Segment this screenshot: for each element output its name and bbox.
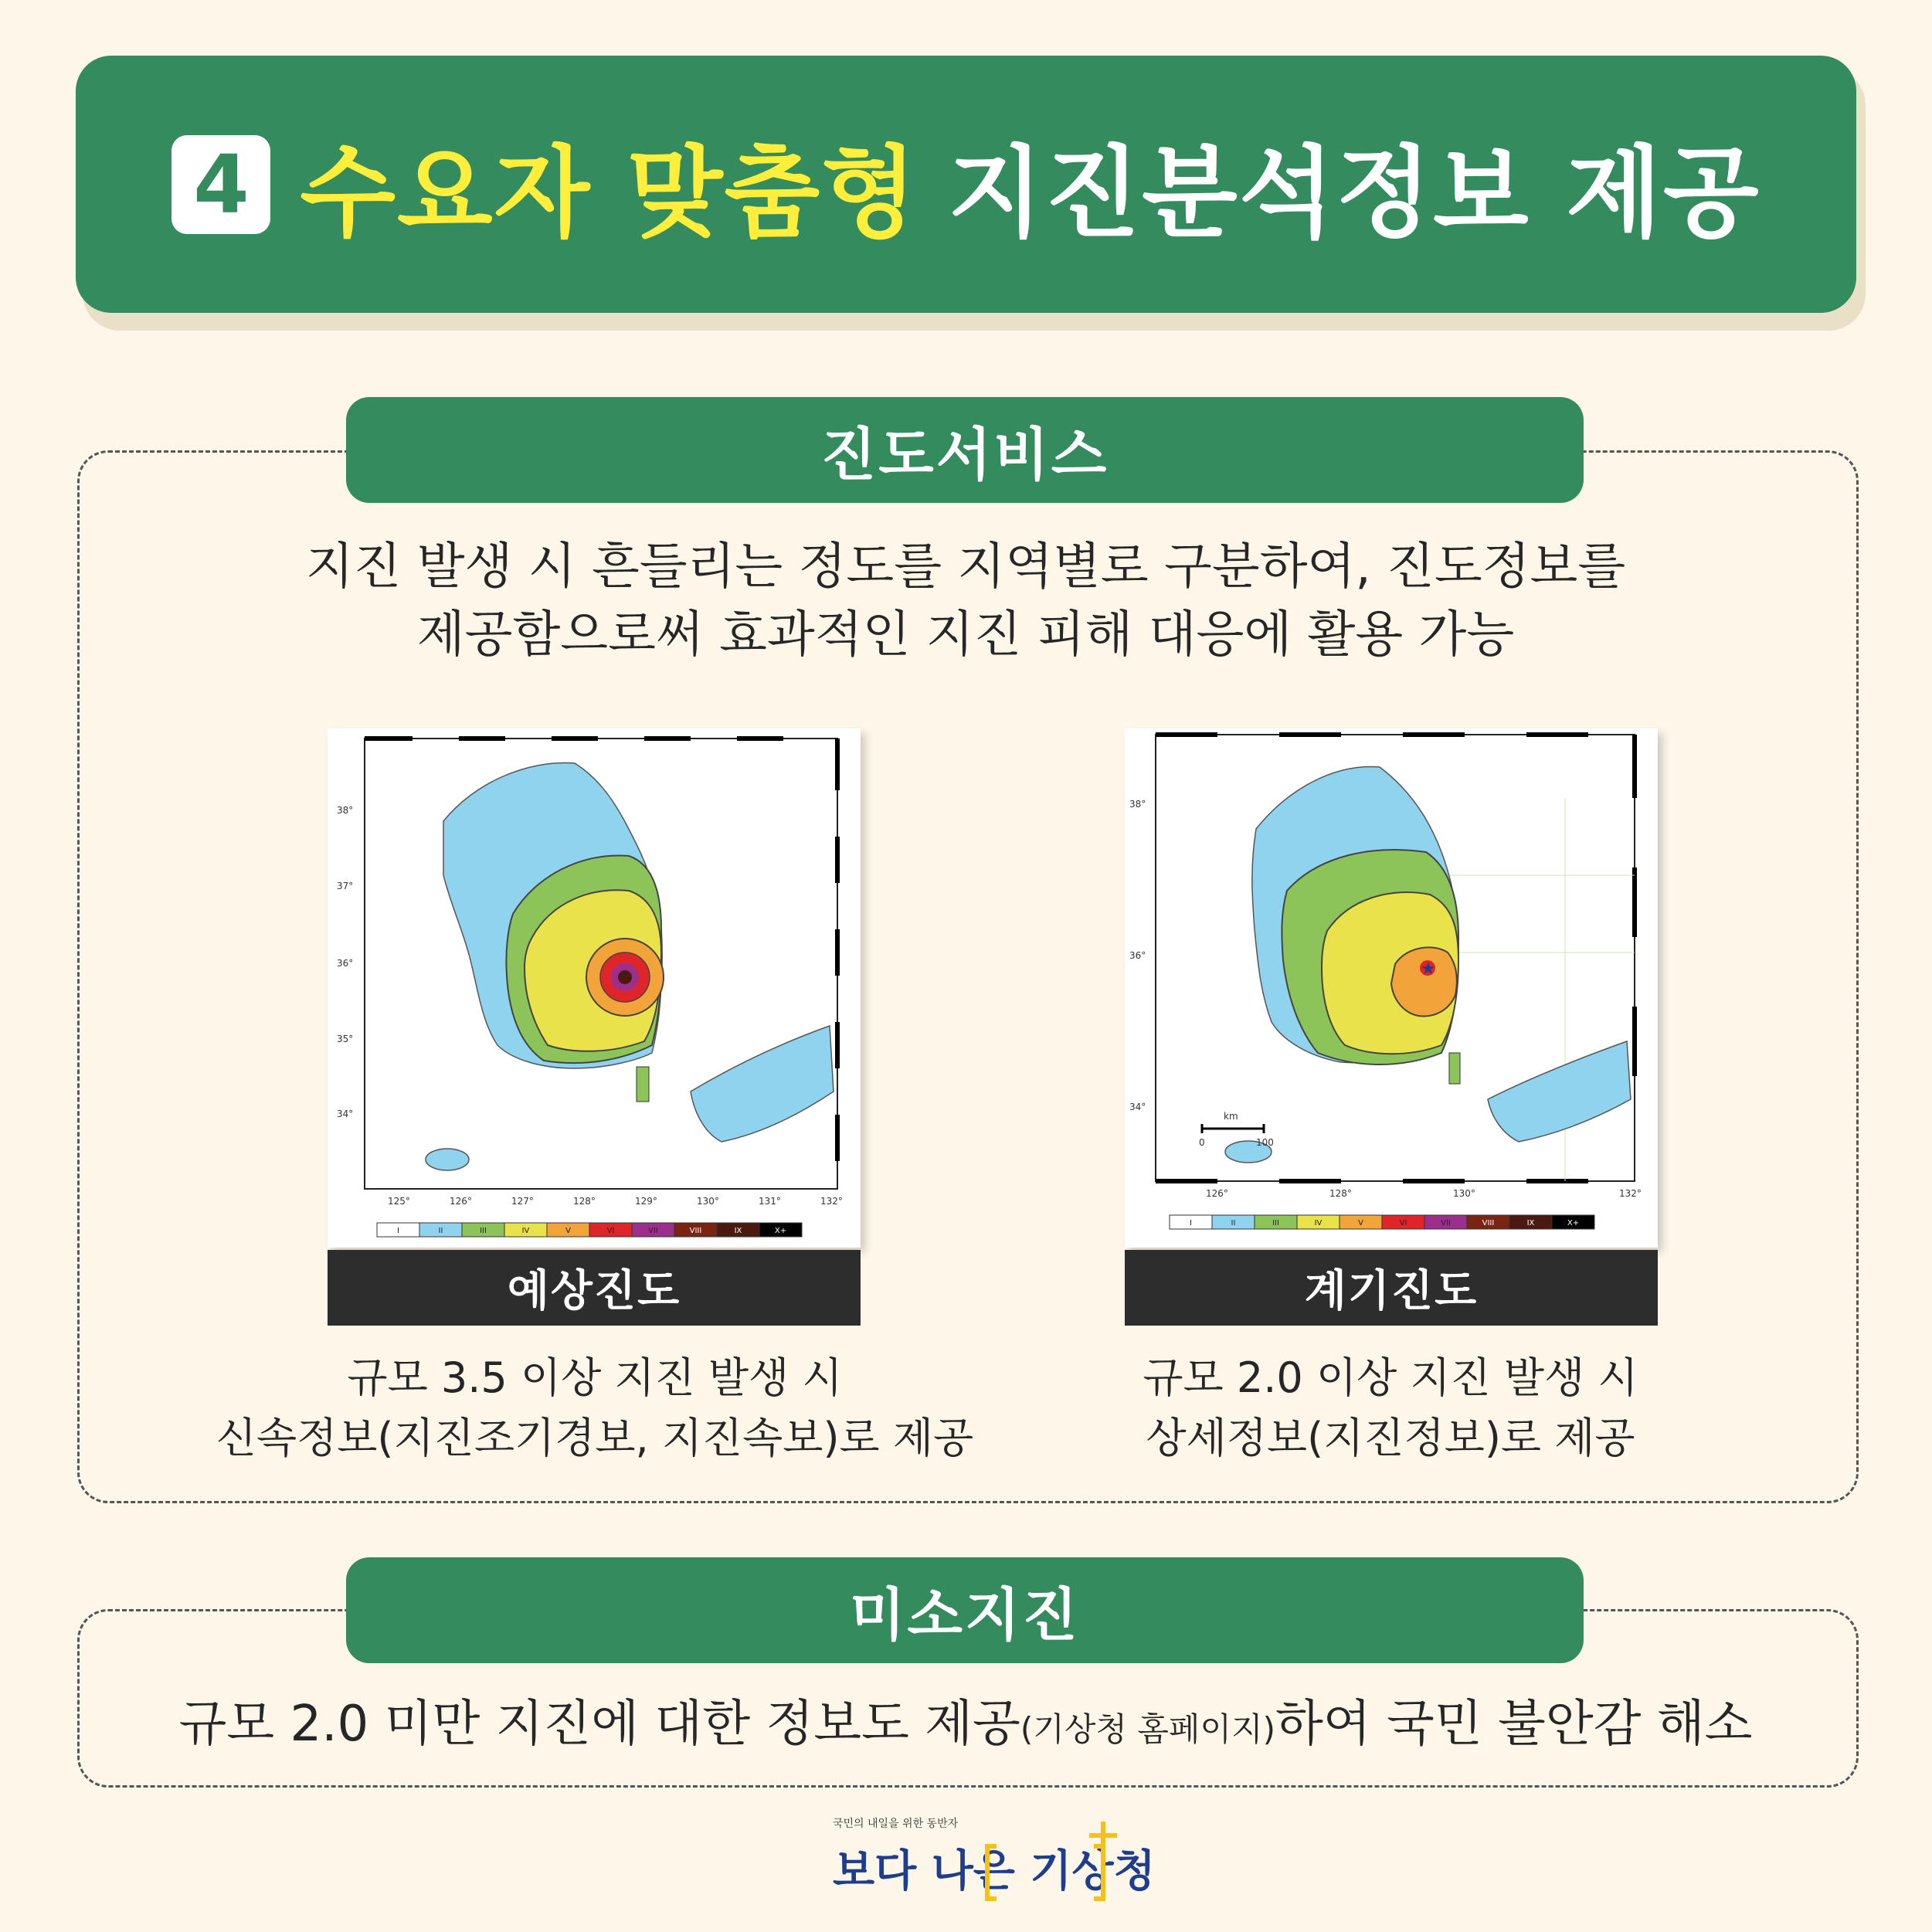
instrumental-intensity-caption	[1004, 1348, 1777, 1469]
instrumental-intensity-label: 계기진도	[1125, 1250, 1658, 1326]
lon-tick: 127°	[511, 1196, 534, 1207]
intensity-legend	[377, 1223, 802, 1237]
legend-label: X+	[1567, 1219, 1580, 1227]
description-line: 제공함으로써 효과적인 지진 피해 대응에 활용 가능	[416, 606, 1515, 664]
caption-line: 규모 2.0 이상 지진 발생 시	[1143, 1353, 1638, 1402]
intensity-legend	[1170, 1215, 1594, 1229]
description-line: 지진 발생 시 흔들리는 정도를 지역별로 구분하여, 진도정보를	[305, 538, 1626, 596]
description-main: 규모 2.0 미만 지진에 대한 정보도 제공	[178, 1696, 1020, 1753]
micro-earthquake-description	[93, 1690, 1839, 1764]
section-title-intensity-service: 진도서비스	[346, 397, 1584, 503]
kma-logo	[819, 1808, 1156, 1916]
legend-label: VI	[606, 1227, 615, 1235]
logo-tagline: 국민의 내일을 위한 동반자	[833, 1818, 959, 1830]
legend-label: I	[397, 1227, 399, 1235]
legend-label: IV	[521, 1227, 530, 1235]
legend-label: X+	[774, 1227, 787, 1235]
lon-tick: 131°	[759, 1196, 781, 1207]
legend-label: III	[1272, 1219, 1279, 1227]
legend-label: II	[1231, 1219, 1236, 1227]
legend-label: IV	[1314, 1219, 1323, 1227]
lon-tick: 125°	[388, 1196, 410, 1207]
legend-label: II	[438, 1227, 443, 1235]
lat-tick: 38°	[1129, 799, 1146, 810]
legend-label: IX	[734, 1227, 742, 1235]
lat-tick: 36°	[1129, 950, 1146, 961]
caption-line: 규모 3.5 이상 지진 발생 시	[347, 1353, 843, 1402]
lon-tick: 128°	[573, 1196, 596, 1207]
legend-label: V	[565, 1227, 571, 1235]
legend-label: VIII	[689, 1227, 702, 1235]
page-title: 지진분석정보 제공	[947, 135, 1761, 251]
scale-value: 100	[1256, 1137, 1274, 1148]
lat-tick: 36°	[337, 958, 354, 969]
predicted-intensity-label: 예상진도	[328, 1250, 861, 1326]
lat-tick: 37°	[337, 881, 354, 891]
lon-tick: 130°	[1453, 1188, 1475, 1199]
predicted-intensity-caption	[193, 1348, 997, 1469]
logo-bracket-icon	[819, 1808, 1128, 1916]
legend-label: VII	[1441, 1219, 1451, 1227]
legend-label: IX	[1526, 1219, 1535, 1227]
predicted-intensity-map-graphic	[328, 728, 861, 1248]
scale-value: 0	[1199, 1137, 1205, 1148]
title-highlight: 수요자 맞춤형	[300, 135, 918, 251]
logo-text: 보다 나은 기상청	[833, 1846, 1156, 1896]
lon-tick: 128°	[1329, 1188, 1352, 1199]
lat-tick: 34°	[1129, 1102, 1146, 1112]
description-end: 하여 국민 불안감 해소	[1275, 1696, 1753, 1753]
lat-tick: 34°	[337, 1109, 354, 1119]
lon-tick: 132°	[820, 1196, 843, 1207]
lon-tick: 129°	[635, 1196, 657, 1207]
legend-label: VII	[648, 1227, 658, 1235]
instrumental-intensity-map-graphic	[1125, 728, 1658, 1248]
lat-tick: 38°	[337, 805, 354, 816]
svg-text:★: ★	[1421, 959, 1436, 979]
scale-unit: km	[1224, 1111, 1238, 1122]
caption-line: 상세정보(지진정보)로 제공	[1146, 1414, 1635, 1462]
legend-label: VI	[1399, 1219, 1407, 1227]
legend-label: V	[1358, 1219, 1363, 1227]
header-banner	[76, 56, 1856, 313]
lon-tick: 130°	[697, 1196, 719, 1207]
lon-tick: 132°	[1619, 1188, 1642, 1199]
section-number-badge: 4	[171, 135, 270, 234]
instrumental-intensity-map	[1125, 728, 1658, 1248]
legend-label: VIII	[1482, 1219, 1495, 1227]
legend-label: III	[480, 1227, 487, 1235]
intensity-service-description	[154, 533, 1777, 669]
legend-label: I	[1190, 1219, 1192, 1227]
description-note: (기상청 홈페이지)	[1020, 1710, 1276, 1748]
caption-line: 신속정보(지진조기경보, 지진속보)로 제공	[216, 1414, 974, 1462]
predicted-intensity-map	[328, 728, 861, 1248]
lat-tick: 35°	[337, 1034, 354, 1044]
lon-tick: 126°	[1206, 1188, 1228, 1199]
lon-tick: 126°	[450, 1196, 472, 1207]
section-title-micro-earthquake: 미소지진	[346, 1557, 1584, 1663]
